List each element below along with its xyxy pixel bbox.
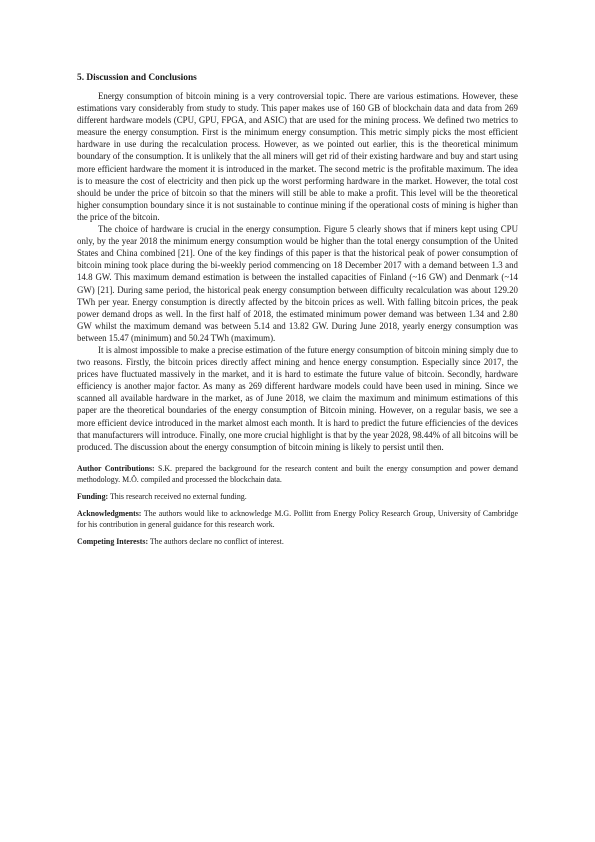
competing-interests [77,536,518,547]
author-contributions-label: Author Contributions: [77,463,155,473]
author-contributions [77,463,518,485]
section-heading: 5. Discussion and Conclusions [77,73,197,83]
acknowledgments [77,508,518,530]
paragraph-energy-estimations: Energy consumption of bitcoin mining is a very controversial topic. There are various estimations. However, these estimations vary considerably from study to study. This paper makes use of 160 GB of blockchain data and data from 269 different hardware models (CPU, GPU, FPGA, and ASIC) that are used for the mining process. We defined two metrics to measure the energy consumption. First is the minimum energy consumption. This metric simply picks the most efficient hardware in use during the recalculation process. However, as we pointed out earlier, this is the theoretical minimum boundary of the consumption. It is unlikely that the all miners will get rid of their existing hardware and buy and start using more efficient hardware the moment it is introduced in the market. The second metric is the profitable maximum. The idea is to measure the cost of electricity and then pick up the worst performing hardware in the market. However, the total cost should be under the price of bitcoin so that the miners will still be able to make a profit. This level will be the theoretical higher consumption boundary since it is not sustainable to continue mining if the operational costs of mining is higher than the price of the bitcoin. [77,91,518,222]
acknowledgments-label: Acknowledgments: [77,508,142,518]
funding-label: Funding: [77,491,109,501]
paragraph-hardware-choice: The choice of hardware is crucial in the energy consumption. Figure 5 clearly shows that if miners kept using CPU only, by the year 2018 the minimum energy consumption would be higher than the total energy consumption of the United States and China combined [21]. One of the key findings of this paper is that the historical peak of power consumption of bitcoin mining took place during the bi-weekly period commencing on 18 December 2017 with a demand between 1.3 and 14.8 GW. This maximum demand estimation is between the installed capacities of Finland (~16 GW) and Denmark (~14 GW) [21]. During same period, the historical peak energy consumption between difficulty recalculation was about 129.20 TWh per year. Energy consumption is directly affected by the bitcoin prices as well. With falling bitcoin prices, the peak power demand drops as well. In the first half of 2018, the estimated minimum power demand was between 1.34 and 2.80 GW whilst the maximum demand was between 5.14 and 13.82 GW. During June 2018, yearly energy consumption was between 15.47 (minimum) and 50.24 TWh (maximum). [77,224,518,343]
funding [77,491,518,502]
acknowledgments-text: The authors would like to acknowledge M.G. Pollitt from Energy Policy Research Group, University of Cambridge for his contribution in general guidance for this research work. [77,508,518,529]
back-matter [77,463,518,547]
paper-page [77,72,518,553]
funding-text: This research received no external funding. [108,491,247,501]
competing-interests-text: The authors declare no conflict of interest. [148,536,284,546]
paragraph-future-estimation: It is almost impossible to make a precise estimation of the future energy consumption of bitcoin mining simply due to two reasons. Firstly, the bitcoin prices directly affect mining and hence energy consumption. Especially since 2017, the prices have fluctuated massively in the market, and it is hard to estimate the future value of bitcoin. Secondly, hardware efficiency is another major factor. As many as 269 different hardware models could have been used in mining. Since we scanned all available hardware in the market, as of June 2018, we claim the maximum and minimum estimations of this paper are the theoretical boundaries of the energy consumption of Bitcoin mining. However, on a regular basis, we see a more efficient device introduced in the market almost each month. It is hard to predict the future efficiencies of the devices that manufacturers will introduce. Finally, one more crucial highlight is that by the year 2028, 98.44% of all bitcoins will be produced. The discussion about the energy consumption of bitcoin mining is likely to persist until then. [77,344,518,452]
author-contributions-text: S.K. prepared the background for the research content and built the energy consumption and power demand methodology. M.Ö. compiled and processed the blockchain data. [77,463,518,484]
competing-interests-label: Competing Interests: [77,536,149,546]
